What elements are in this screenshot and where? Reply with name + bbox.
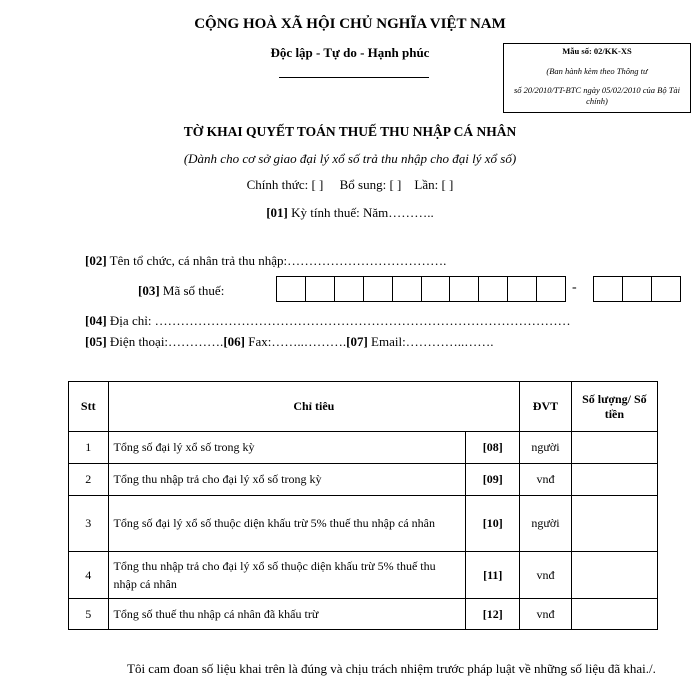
- issued-by-line2: số 20/2010/TT-BTC ngày 05/02/2010 của Bộ Tài chính): [513, 85, 681, 106]
- row-stt: 5: [69, 599, 109, 630]
- row-code: [11]: [466, 552, 520, 599]
- row-unit: vnđ: [520, 552, 572, 599]
- motto: Độc lập - Tự do - Hạnh phúc: [270, 45, 430, 60]
- header-item: Chỉ tiêu: [108, 382, 520, 432]
- field-code: [06]: [223, 334, 245, 349]
- fax-field[interactable]: Fax:……..……….: [244, 334, 347, 349]
- table-row: [69, 464, 658, 496]
- row-item: Tổng số đại lý xổ số thuộc diện khấu trừ 5% thuế thu nhập cá nhân: [108, 496, 466, 552]
- table-row: [69, 432, 658, 464]
- field-code: [01]: [266, 205, 288, 220]
- row-value-cell[interactable]: [571, 496, 657, 552]
- row-item: Tổng số đại lý xổ số trong kỳ: [108, 432, 466, 464]
- motto-underline: [279, 77, 429, 78]
- form-code: Mẫu số: 02/KK-XS: [562, 46, 632, 56]
- table-row: [69, 599, 658, 630]
- table-header-row: [69, 382, 658, 432]
- form-reference-box: [503, 43, 691, 113]
- tax-period-label[interactable]: Kỳ tính thuế: Năm………..: [287, 205, 434, 220]
- row-item: Tổng thu nhập trả cho đại lý xổ số trong kỳ: [108, 464, 466, 496]
- header-unit: ĐVT: [520, 382, 572, 432]
- payer-name-field[interactable]: [85, 253, 446, 269]
- table-row: [69, 496, 658, 552]
- issued-by-line1: (Ban hành kèm theo Thông tư: [546, 65, 648, 76]
- row-value-cell[interactable]: [571, 464, 657, 496]
- email-field[interactable]: Email:…………..…….: [367, 334, 494, 349]
- settlement-table: [68, 381, 658, 630]
- row-unit: người: [520, 496, 572, 552]
- times-field-label[interactable]: Lần: [ ]: [414, 177, 454, 192]
- address-field[interactable]: [85, 313, 571, 329]
- row-unit: vnđ: [520, 464, 572, 496]
- declaration-text: Tôi cam đoan số liệu khai trên là đúng và chịu trách nhiệm trước pháp luật về những số liệu đã khai./.: [127, 661, 656, 676]
- table-row: [69, 552, 658, 599]
- row-stt: 2: [69, 464, 109, 496]
- field-code: [02]: [85, 253, 107, 268]
- row-value-cell[interactable]: [571, 552, 657, 599]
- tax-period-row: [0, 205, 700, 221]
- header-value: Số lượng/ Số tiền: [571, 382, 657, 432]
- document-title: TỜ KHAI QUYẾT TOÁN THUẾ THU NHẬP CÁ NHÂN: [183, 124, 517, 139]
- row-code: [09]: [466, 464, 520, 496]
- field-code: [03]: [138, 283, 160, 298]
- address-label: Địa chỉ: ……………………………………………………………………………………: [106, 313, 571, 328]
- row-stt: 4: [69, 552, 109, 599]
- tax-code-input[interactable]: [276, 276, 566, 302]
- tax-code-label: Mã số thuế:: [159, 283, 225, 298]
- phone-field[interactable]: Điện thoại:………….: [106, 334, 224, 349]
- row-code: [10]: [466, 496, 520, 552]
- field-code: [05]: [85, 334, 107, 349]
- nation-heading: CỘNG HOÀ XÃ HỘI CHỦ NGHĨA VIỆT NAM: [194, 16, 506, 32]
- row-stt: 1: [69, 432, 109, 464]
- contact-row: [85, 334, 493, 350]
- row-item: Tổng số thuế thu nhập cá nhân đã khấu trừ: [108, 599, 466, 630]
- row-unit: người: [520, 432, 572, 464]
- row-item: Tổng thu nhập trả cho đại lý xổ số thuộc diện khấu trừ 5% thuế thu nhập cá nhân: [108, 552, 466, 599]
- row-value-cell[interactable]: [571, 599, 657, 630]
- row-stt: 3: [69, 496, 109, 552]
- tax-code-label-row: [138, 283, 224, 299]
- header-stt: Stt: [69, 382, 109, 432]
- row-unit: vnđ: [520, 599, 572, 630]
- row-value-cell[interactable]: [571, 432, 657, 464]
- supplement-checkbox-label[interactable]: Bổ sung: [ ]: [339, 177, 402, 192]
- filing-type-row: [0, 177, 700, 193]
- field-code: [07]: [346, 334, 368, 349]
- payer-name-label: Tên tổ chức, cá nhân trả thu nhập:……………………………….: [106, 253, 447, 268]
- tax-code-branch-input[interactable]: [593, 276, 681, 302]
- tax-code-separator: -: [572, 280, 577, 295]
- field-code: [04]: [85, 313, 107, 328]
- official-checkbox-label[interactable]: Chính thức: [ ]: [246, 177, 324, 192]
- row-code: [08]: [466, 432, 520, 464]
- row-code: [12]: [466, 599, 520, 630]
- document-subtitle: (Dành cho cơ sở giao đại lý xổ số trả thu nhập cho đại lý xổ số): [183, 151, 517, 166]
